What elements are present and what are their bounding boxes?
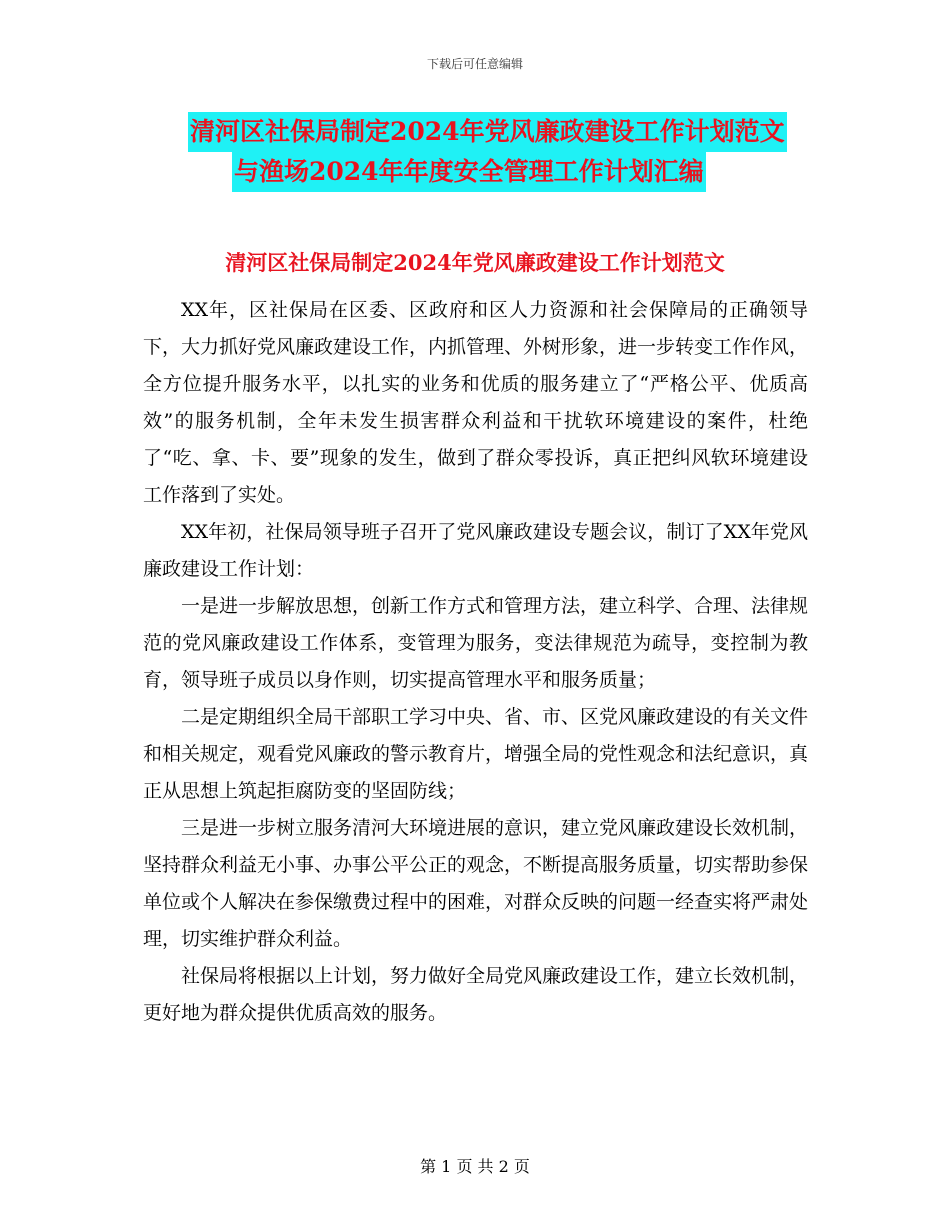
section-heading: 清河区社保局制定2024年党风廉政建设工作计划范文 (225, 250, 725, 275)
paragraph: XX年初，社保局领导班子召开了党风廉政建设专题会议，制订了XX年党风廉政建设工作计划： (143, 521, 808, 580)
document-body (143, 292, 808, 1032)
paragraph: XX年，区社保局在区委、区政府和区人力资源和社会保障局的正确领导下，大力抓好党风廉政建设工作，内抓管理、外树形象，进一步转变工作作风，全方位提升服务水平，以扎实的业务和优质的服务建立了“严格公平、优质高效”的服务机制，全年未发生损害群众利益和干扰软环境建设的案件，杜绝了“吃、拿、卡、要”现象的发生，做到了群众零投诉，真正把纠风软环境建设工作落到了实处。 (143, 299, 809, 506)
paragraph: 一是进一步解放思想，创新工作方式和管理方法，建立科学、合理、法律规范的党风廉政建设工作体系，变管理为服务，变法律规范为疏导，变控制为教育，领导班子成员以身作则，切实提高管理水平和服务质量； (143, 595, 809, 691)
document-title-line-2: 与渔场2024年年度安全管理工作计划汇编 (232, 152, 706, 192)
page-number: 第 1 页 共 2 页 (420, 1157, 530, 1176)
document-title-line-1: 清河区社保局制定2024年党风廉政建设工作计划范文 (188, 112, 787, 152)
paragraph: 社保局将根据以上计划，努力做好全局党风廉政建设工作，建立长效机制，更好地为群众提供优质高效的服务。 (143, 965, 809, 1024)
page-header-note: 下载后可任意编辑 (426, 57, 523, 71)
paragraph: 二是定期组织全局干部职工学习中央、省、市、区党风廉政建设的有关文件和相关规定，观看党风廉政的警示教育片，增强全局的党性观念和法纪意识，真正从思想上筑起拒腐防变的坚固防线； (143, 706, 809, 802)
document-title (150, 112, 850, 192)
paragraph: 三是进一步树立服务清河大环境进展的意识，建立党风廉政建设长效机制，坚持群众利益无小事、办事公平公正的观念，不断提高服务质量，切实帮助参保单位或个人解决在参保缴费过程中的困难，对群众反映的问题一经查实将严肃处理，切实维护群众利益。 (143, 817, 809, 950)
